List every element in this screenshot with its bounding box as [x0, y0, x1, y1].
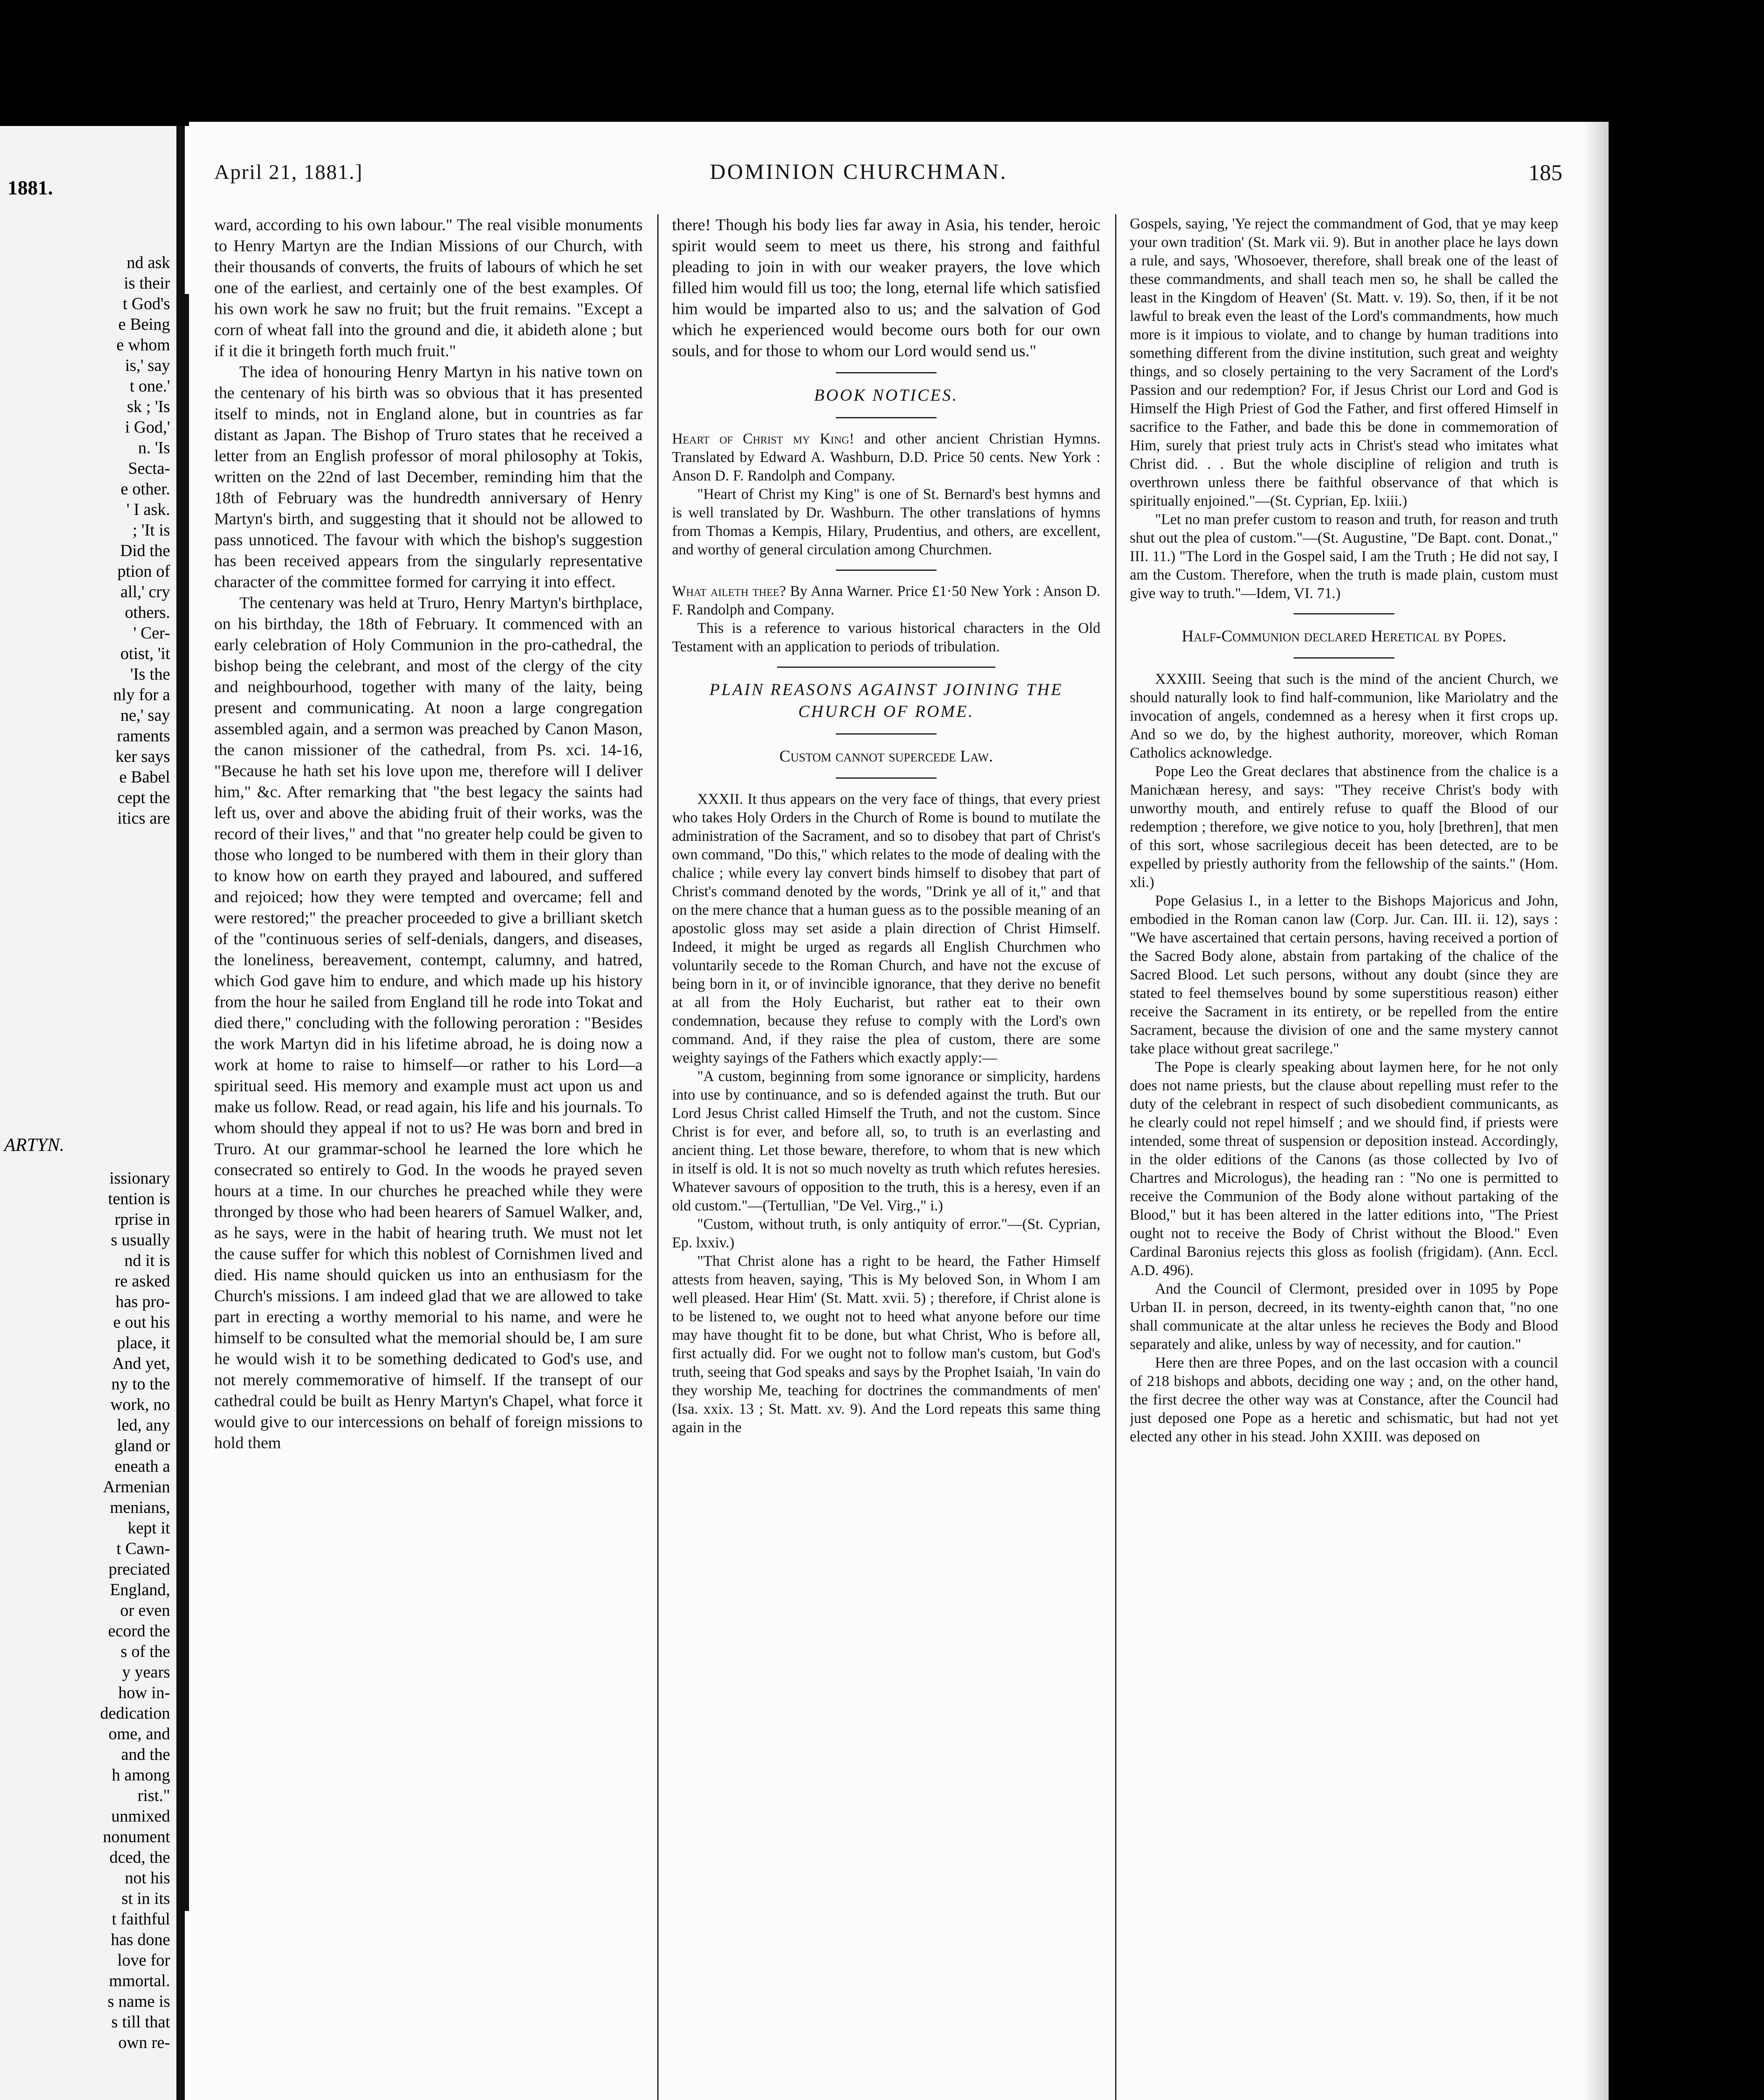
quotation: Gospels, saying, 'Ye reject the commandment of God, that ye may keep your own tradition' (St. Mark vii. 9). But in another place he lays down a rule, and says, 'Whosoever, therefore, shall break one of the least of these commandments, and shall teach men so, he shall be called the least in the Kingdom of Heaven' (St. Matt. v. 19). So, then, if it be not lawful to break even the least of the Lord's commandments, how much more is it impious to violate, and to change by human traditions into something different from the divine institution, such great and weighty things, and so closely pertaining to the very Sacrament of the Lord's Passion and our redemption? For, if Jesus Christ our Lord and God is Himself the High Priest of God the Father, and first offered Himself in sacrifice to the Father, and bade this be done in commemoration of Him, surely that priest truly acts in Christ's stead who imitates what Christ did. . . But the whole discipline of religion and truth is overthrown unless there be faithful observance of that which is spiritually enjoined."—(St. Cyprian, Ep. lxiii.) — [1130, 215, 1558, 509]
section-rule — [836, 372, 937, 373]
book-title: What aileth thee? — [672, 583, 786, 599]
prev-line: rist." — [137, 1786, 170, 1805]
prev-line: Did the — [120, 541, 170, 560]
section-rule — [836, 777, 937, 779]
previous-page-heading: ARTYN. — [4, 1134, 65, 1155]
article-paragraph: And the Council of Clermont, presided over in 1095 by Pope Urban II. in person, decreed, in its twenty-eighth canon that, "no one shall communicate at the altar unless he recieves the Body and Blood separately and alike, unless by way of necessity, and for caution." — [1130, 1280, 1558, 1352]
prev-line: e out his — [113, 1312, 170, 1331]
prev-line: ' Cer- — [133, 623, 170, 642]
prev-line: ; 'It is — [132, 520, 170, 539]
prev-line: rprise in — [114, 1210, 170, 1228]
prev-line: And yet, — [112, 1354, 170, 1373]
section-rule — [836, 570, 937, 571]
prev-line: sk ; 'Is — [127, 397, 170, 416]
quotation: "That Christ alone has a right to be heard, the Father Himself attests from heaven, saying, 'This is My beloved Son, in Whom I am well pleased. Hear Him' (St. Matt. xvii. 5) ; therefore, if Christ alone is to be listened to, we ought not to heed what anyone before our time may have thought fit to be done, but what Christ, Who is before all, first actually did. For we ought not to follow man's custom, but God's truth, seeing that God speaks and says by the Prophet Isaiah, 'In vain do they worship Me, teaching for doctrines the commandments of men' (Isa. xxix. 13 ; St. Matt. xv. 9). And the Lord repeats this same thing again in the — [672, 1252, 1100, 1436]
masthead-title: DOMINION CHURCHMAN. — [710, 160, 1008, 184]
prev-line: t one.' — [129, 376, 170, 395]
article-paragraph: XXXII. It thus appears on the very face of things, that every priest who takes Holy Orders in the Church of Rome is bound to mutilate the administration of the Sacrament, and so to disobey that part of Christ's own command, "Do this," which relates to the mode of dealing with the chalice ; while every lay convert binds himself to disobey that part of Christ's command denoted by the words, "Drink ye all of it," and that on the mere chance that a human guess as to the possible meaning of an apostolic gloss may set aside a plain direction of Christ Himself. Indeed, it might be urged as regards all English Churchmen who voluntarily secede to the Roman Church, and have not the excuse of being born in it, or of invincible ignorance, that they derive no benefit at all from the Holy Eucharist, but rather eat to their own condemnation, because they refuse to comply with the Lord's own command. And, if they raise the plea of custom, there are some weighty sayings of the Fathers which exactly apply:— — [672, 790, 1100, 1066]
prev-line: itics are — [117, 808, 170, 827]
prev-line: Armenian — [103, 1477, 170, 1496]
article-paragraph: The idea of honouring Henry Martyn in his native town on the centenary of his birth was so obvious that it has presented itself to minds, not in England alone, but in countries as far distant as Japan. The Bishop of Truro states that he received a letter from an English professor of moral philosophy at Tokis, written on the 22nd of last December, reminding him that the 18th of February was the hundredth anniversary of Henry Martyn's birth, and suggesting that it should not be allowed to pass unnoticed. The favour with which the bishop's suggestion has been received appears from the singularly representative character of the committee formed for carrying it into effect. — [214, 362, 643, 591]
prev-line: y years — [122, 1662, 170, 1681]
prev-line: s name is — [108, 1992, 170, 2011]
column-divider — [1115, 214, 1116, 2100]
issue-date: April 21, 1881.] — [214, 160, 363, 184]
prev-line: raments — [117, 726, 170, 745]
section-rule — [1294, 657, 1394, 659]
prev-line: ny to the — [111, 1374, 170, 1393]
article-paragraph: there! Though his body lies far away in Asia, his tender, heroic spirit would seem to meet us there, his strong and faithful pleading to join in with our weaker prayers, the love which filled him would fill us too; the long, eternal life which satisfied him would be imparted also to us; and the salvation of God which he experienced would become ours both for our own souls, and for those to whom our Lord would send us." — [672, 215, 1100, 360]
book-title: Heart of Christ my King! — [672, 430, 854, 447]
prev-line: others. — [125, 603, 170, 622]
prev-line: 'Is the — [130, 664, 170, 683]
previous-page-text-2 — [4, 1168, 170, 2053]
prev-line: is,' say — [125, 356, 170, 375]
prev-line: ecord the — [108, 1621, 170, 1640]
prev-line: work, no — [110, 1395, 170, 1414]
prev-line: h among — [112, 1765, 170, 1784]
prev-line: all,' cry — [120, 582, 170, 601]
book-review: "Heart of Christ my King" is one of St. Bernard's best hymns and is well translated by Dr. Washburn. The other translations of hymns from Thomas a Kempis, Hilary, Prudentius, and others, are excellent, and worthy of general circulation among Churchmen. — [672, 486, 1100, 558]
prev-line: has done — [110, 1930, 170, 1949]
column-divider — [657, 214, 659, 2100]
prev-line: and the — [121, 1745, 170, 1764]
prev-line: n. 'Is — [138, 438, 170, 457]
prev-line: mmortal. — [109, 1971, 170, 1990]
book-details: By Anna Warner. Price £1·50 New York : Anson D. F. Randolph and Company. — [672, 583, 1100, 618]
article-paragraph: Here then are three Popes, and on the last occasion with a council of 218 bishops and abbots, deciding one way ; and, on the other hand, the first decree the other way was at Constance, after the Council had just deposed one Pope as a heretic and schismatic, but had not yet elected any other in his stead. John XXIII. was deposed on — [1130, 1354, 1558, 1445]
article-paragraph: The Pope is clearly speaking about laymen here, for he not only does not name priests, but the clause about repelling must refer to the duty of the celebrant in respect of such disobedient communicants, as he clearly could not repel himself ; and we should find, if priests were intended, some threat of suspension or deposition instead. Accordingly, in the older editions of the Canons (as those collected by Ivo of Chartres and Micrologus), the heading ran : "No one is permitted to receive the Communion of the Body alone without partaking of the Blood," but it has been altered in the latter editions into, "The Priest ought not to receive the Body of Christ without the Blood." Even Cardinal Baronius rejects this gloss as foolish (frigidam). (Ann. Eccl. A.D. 496). — [1130, 1058, 1558, 1278]
article-paragraph: Pope Gelasius I., in a letter to the Bishops Majoricus and John, embodied in the Roman canon law (Corp. Jur. Can. III. ii. 12), says : "We have ascertained that certain persons, having received a portion of the Sacred Body alone, abstain from partaking of the chalice of the Sacred Blood. Let such persons, without any doubt (since they are stated to feel themselves bound by some superstitious reason) either receive the Sacrament in its entirety, or be repelled from the entire Sacrament, because the division of one and the same mystery cannot take place without great sacrilege." — [1130, 892, 1558, 1057]
prev-line: Secta- — [128, 459, 170, 478]
prev-line: unmixed — [111, 1806, 170, 1825]
quotation: "Custom, without truth, is only antiquity of error."—(St. Cyprian, Ep. lxxiv.) — [672, 1215, 1100, 1251]
prev-line: nly for a — [113, 685, 170, 704]
prev-line: e other. — [121, 479, 170, 498]
prev-line: led, any — [117, 1415, 170, 1434]
article-paragraph: XXXIII. Seeing that such is the mind of the ancient Church, we should naturally look to find half-communion, like Mariolatry and the invocation of angels, condemned as a heresy when it first crops up. And so we do, by the highest authority, moreover, which Roman Catholics acknowledge. — [1130, 670, 1558, 761]
prev-line: e whom — [116, 335, 170, 354]
prev-line: not his — [125, 1868, 170, 1887]
prev-line: s till that — [111, 2012, 170, 2031]
prev-line: otist, 'it — [120, 644, 170, 663]
section-rule — [836, 733, 937, 735]
prev-line: i God,' — [125, 417, 170, 436]
prev-line: issionary — [109, 1168, 170, 1187]
prev-line: or even — [120, 1601, 170, 1620]
prev-line: dced, the — [109, 1848, 170, 1866]
text-columns — [214, 214, 1575, 2100]
prev-line: place, it — [117, 1333, 170, 1352]
prev-line: ne,' say — [120, 706, 170, 724]
article-paragraph: Pope Leo the Great declares that abstinence from the chalice is a Manichæan heresy, and says: "They receive Christ's body with unworthy mouth, and entirely refuse to quaff the Blood of our redemption ; therefore, we give notice to you, holy [brethren], that men of this sort, whose sacrilegious deceit has been detected, are to be expelled by priestly authority from the fellowship of the saints." (Hom. xli.) — [1130, 763, 1558, 890]
prev-line: how in- — [118, 1683, 170, 1702]
book-notice-entry — [672, 429, 1100, 485]
column-1 — [214, 214, 643, 2100]
prev-line: England, — [110, 1580, 170, 1599]
prev-line: nd it is — [124, 1251, 170, 1270]
section-subheading: Half-Communion declared Heretical by Popes. — [1181, 627, 1507, 645]
prev-line: e Babel — [119, 767, 170, 786]
prev-line: t God's — [123, 294, 170, 313]
quotation: "Let no man prefer custom to reason and truth, for reason and truth shut out the plea of custom."—(St. Augustine, "De Bapt. cont. Donat.," III. 11.) "The Lord in the Gospel said, I am the Truth ; He did not say, I am the Custom. Therefore, when the truth is made plain, custom must give way to truth."—Idem, VI. 71.) — [1130, 511, 1558, 601]
page-number: 185 — [1528, 160, 1562, 185]
prev-line: t faithful — [112, 1909, 170, 1928]
column-3 — [1130, 214, 1558, 2100]
section-rule — [836, 417, 937, 418]
prev-line: st in its — [121, 1889, 170, 1908]
prev-line: preciated — [108, 1559, 170, 1578]
prev-line: cept the — [117, 788, 170, 807]
previous-page-fragment — [0, 126, 176, 2100]
prev-line: s of the — [121, 1642, 170, 1661]
prev-line: gland or — [114, 1436, 170, 1455]
section-subheading: Custom cannot supercede Law. — [779, 747, 993, 765]
prev-line: nonument — [103, 1827, 170, 1846]
prev-line: s usually — [110, 1230, 170, 1249]
newspaper-page — [189, 122, 1609, 2100]
previous-page-year: 1881. — [8, 177, 53, 199]
prev-line: t Cawn- — [116, 1539, 170, 1558]
article-paragraph: ward, according to his own labour." The real visible monuments to Henry Martyn are the Indian Missions of our Church, with their thousands of converts, the fruits of labours of which he set one of the earliest, and certainly one of the best examples. Of his own work he saw no fruit; but the fruit remains. "Except a corn of wheat fall into the ground and die, it abideth alone ; but if it die it bringeth forth much fruit." — [214, 215, 643, 360]
page-edge-shadow — [1583, 122, 1609, 2100]
prev-line: e Being — [118, 315, 170, 333]
prev-line: is their — [124, 273, 170, 292]
prev-line: ption of — [117, 562, 170, 580]
prev-line: re asked — [114, 1271, 170, 1290]
page-header — [214, 160, 1575, 193]
prev-line: has pro- — [116, 1292, 170, 1311]
prev-line: eneath a — [114, 1457, 170, 1475]
book-review: This is a reference to various historical characters in the Old Testament with an application to periods of tribulation. — [672, 620, 1100, 655]
previous-page-text — [4, 252, 170, 828]
column-2 — [672, 214, 1100, 2100]
book-notices-heading: BOOK NOTICES. — [814, 386, 958, 404]
prev-line: kept it — [127, 1518, 170, 1537]
book-details: and other ancient Christian Hymns. Translated by Edward A. Washburn, D.D. Price 50 cents. New York : Anson D. F. Randolph and Company. — [672, 430, 1100, 484]
prev-line: own re- — [118, 2033, 170, 2052]
prev-line: nd ask — [126, 253, 170, 272]
quotation: "A custom, beginning from some ignorance or simplicity, hardens into use by continuance, and so is defended against the truth. But our Lord Jesus Christ called Himself the Truth, and not the custom. Since Christ is for ever, and before all, so, to truth is an everlasting and ancient thing. Let those beware, therefore, to whom that is new which in itself is old. It is not so much novelty as truth which refutes heresies. Whatever savours of opposition to the truth, this is a heresy, even if an old custom."—(Tertullian, "De Vel. Virg.," i.) — [672, 1068, 1100, 1214]
prev-line: ker says — [116, 747, 170, 766]
section-rule — [1294, 613, 1394, 614]
book-notice-entry — [672, 582, 1100, 619]
prev-line: love for — [117, 1950, 170, 1969]
plain-reasons-heading: PLAIN REASONS AGAINST JOINING THE CHURCH OF ROME. — [709, 680, 1063, 721]
prev-line: ' I ask. — [126, 500, 170, 519]
article-paragraph: The centenary was held at Truro, Henry Martyn's birthplace, on his birthday, the 18th of February. It commenced with an early celebration of Holy Communion in the pro-cathedral, the bishop being the celebrant, and most of the clergy of the city and neighbourhood, together with many of the laity, being present and communicating. At noon a large congregation assembled again, and a sermon was preached by Canon Mason, the canon missioner of the cathedral, from Ps. xci. 14-16, "Because he hath set his love upon me, therefore will I deliver him," &c. After remarking that "the best legacy the saints had left us, over and above the abiding fruit of their works, was the record of their lives," and that "no greater help could be given to those who longed to be numbered with them in their glory than to know how on earth they prayed and laboured, and suffered and rejoiced; how they were tempted and overcame; fell and were restored;" the preacher proceeded to give a brilliant sketch of the "continuous series of self-denials, dangers, and diseases, the loneliness, bereavement, contempt, calumny, and hatred, which God gave him to endure, and which made up his history from the hour he sailed from England till he rode into Tokat and died there," concluding with the following peroration : "Besides the work Martyn did in his lifetime abroad, he is doing now a work at home to raise to himself—or rather to his Lord—a spiritual seed. His memory and example must act upon us and make us follow. Read, or read again, his life and his journals. To whom should they appeal if not to us? He was born and bred in Truro. At our grammar-school he learned the lore which he consecrated so entirely to God. In the woods he prayed seven hours at a time. In our churches he preached while they were thronged by those who had been hearers of Samuel Walker, and, as he says, were in the habit of hearing truth. We must not let the cause suffer for which this noblest of Cornishmen lived and died. His name should quicken us into an enthusiasm for the Church's missions. I am indeed glad that we are allowed to take part in erecting a worthy memorial to his name, and were he himself to be consulted what the memorial should be, I am sure he would wish it to be something dedicated to God's use, and not merely commemorative of himself. If the transept of our cathedral could be built as Henry Martyn's Chapel, what force it would give to our intercessions on behalf of foreign missions to hold them — [214, 593, 643, 1452]
prev-line: tention is — [108, 1189, 170, 1208]
prev-line: dedication — [100, 1704, 170, 1722]
prev-line: ome, and — [108, 1724, 170, 1743]
prev-line: menians, — [110, 1498, 170, 1517]
section-rule — [777, 667, 995, 668]
